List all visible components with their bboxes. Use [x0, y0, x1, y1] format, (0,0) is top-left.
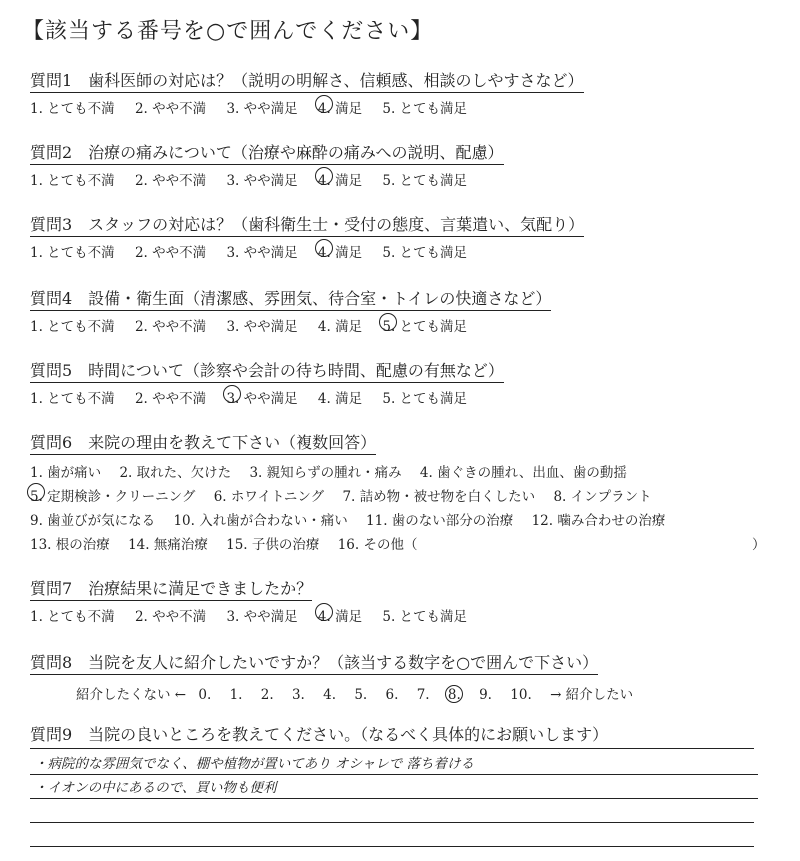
question-6-options — [30, 461, 766, 557]
q6-option-15[interactable]: 15. 子供の治療 — [226, 537, 320, 553]
q6-option-9[interactable]: 9. 歯並びが気になる — [30, 513, 156, 529]
answer-line-top — [30, 748, 754, 749]
q8-option-1[interactable]: 1. — [229, 687, 243, 703]
q6-row-2 — [30, 485, 679, 509]
q4-option-1[interactable]: 1. とても不満 — [30, 319, 115, 335]
q7-option-5[interactable]: 5. とても満足 — [382, 609, 468, 625]
q2-option-4-circled[interactable]: 4. 満足 — [318, 169, 362, 189]
q6-option-16-other[interactable]: 16. その他（ — [337, 537, 418, 553]
answer-line-1[interactable]: ・病院的な雰囲気でなく、棚や植物が置いてあり オシャレで 落ち着ける — [30, 754, 758, 775]
question-5 — [30, 358, 504, 407]
q6-option-11[interactable]: 11. 歯のない部分の治療 — [366, 513, 514, 529]
q4-option-4[interactable]: 4. 満足 — [317, 319, 363, 335]
question-7-options — [30, 605, 483, 625]
q6-option-4[interactable]: 4. 歯ぐきの腫れ、出血、歯の動揺 — [419, 465, 627, 481]
q4-option-5-circled[interactable]: 5. とても満足 — [382, 315, 467, 335]
q6-option-7[interactable]: 7. 詰め物・被せ物を白くしたい — [342, 489, 536, 505]
question-8 — [30, 650, 641, 703]
q7-option-4-circled[interactable]: 4. 満足 — [318, 605, 362, 625]
q4-option-2[interactable]: 2. やや不満 — [134, 319, 207, 335]
q5-option-4[interactable]: 4. 満足 — [317, 391, 363, 407]
q5-option-3-circled[interactable]: 3. やや満足 — [226, 387, 297, 407]
q3-option-4-circled[interactable]: 4. 満足 — [318, 241, 362, 261]
q6-option-3[interactable]: 3. 親知らずの腫れ・痛み — [249, 465, 402, 481]
question-7-heading: 質問7 治療結果に満足できましたか？ — [30, 576, 312, 601]
q7-option-3[interactable]: 3. やや満足 — [226, 609, 298, 625]
q3-option-3[interactable]: 3. やや満足 — [226, 245, 298, 261]
q1-option-1[interactable]: 1. とても不満 — [30, 101, 115, 117]
q6-option-10[interactable]: 10. 入れ歯が合わない・痛い — [173, 513, 348, 529]
question-6 — [30, 430, 766, 557]
q6-option-1[interactable]: 1. 歯が痛い — [30, 465, 102, 481]
q8-option-8-circled[interactable]: 8. — [447, 687, 461, 703]
q2-option-3[interactable]: 3. やや満足 — [226, 173, 298, 189]
q8-option-4[interactable]: 4. — [323, 687, 337, 703]
question-6-heading: 質問6 来院の理由を教えて下さい（複数回答） — [30, 430, 376, 455]
q5-option-5[interactable]: 5. とても満足 — [382, 391, 468, 407]
question-7 — [30, 576, 483, 625]
q8-option-2[interactable]: 2. — [260, 687, 274, 703]
question-9 — [30, 722, 608, 745]
q8-right-label: → 紹介したい — [550, 687, 634, 703]
answer-line-4[interactable] — [30, 846, 754, 847]
question-4-options — [30, 315, 551, 335]
q6-option-12[interactable]: 12. 噛み合わせの治療 — [531, 513, 666, 529]
q8-option-0[interactable]: 0. — [198, 687, 212, 703]
q8-option-9[interactable]: 9. — [479, 687, 492, 703]
q8-option-5[interactable]: 5. — [354, 687, 368, 703]
question-8-heading: 質問8 当院を友人に紹介したいですか？（該当する数字を○で囲んで下さい） — [30, 650, 598, 675]
question-1-options — [30, 97, 584, 117]
answer-line-2[interactable]: ・イオンの中にあるので、買い物も便利 — [30, 778, 758, 799]
question-3 — [30, 212, 584, 261]
q8-left-label: 紹介したくない ← — [76, 687, 187, 703]
question-4-heading: 質問4 設備・衛生面（清潔感、雰囲気、待合室・トイレの快適さなど） — [30, 286, 551, 311]
question-4 — [30, 286, 551, 335]
question-5-options — [30, 387, 504, 407]
q7-option-2[interactable]: 2. やや不満 — [134, 609, 207, 625]
question-3-heading: 質問3 スタッフの対応は？（歯科衛生士・受付の態度、言葉遣い、気配り） — [30, 212, 584, 237]
q2-option-5[interactable]: 5. とても満足 — [382, 173, 468, 189]
answer-line-3[interactable] — [30, 822, 754, 823]
q6-other-close-paren: ） — [752, 537, 766, 553]
question-9-heading: 質問9 当院の良いところを教えてください。（なるべく具体的にお願いします） — [30, 725, 609, 744]
q3-option-2[interactable]: 2. やや不満 — [134, 245, 207, 261]
q1-option-2[interactable]: 2. やや不満 — [134, 101, 207, 117]
q6-row-4 — [30, 533, 766, 557]
q6-option-6[interactable]: 6. ホワイトニング — [213, 489, 325, 505]
question-2-heading: 質問2 治療の痛みについて（治療や麻酔の痛みへの説明、配慮） — [30, 140, 504, 165]
q6-row-3 — [30, 509, 679, 533]
q2-option-2[interactable]: 2. やや不満 — [134, 173, 207, 189]
q8-scale — [76, 683, 641, 703]
question-1-heading: 質問1 歯科医師の対応は？（説明の明解さ、信頼感、相談のしやすさなど） — [30, 68, 584, 93]
form-title: 【該当する番号を○で囲んでください】 — [22, 19, 434, 44]
q1-option-3[interactable]: 3. やや満足 — [226, 101, 298, 117]
q2-option-1[interactable]: 1. とても不満 — [30, 173, 115, 189]
question-2 — [30, 140, 504, 189]
q1-option-5[interactable]: 5. とても満足 — [382, 101, 468, 117]
q1-option-4-circled[interactable]: 4. 満足 — [318, 97, 362, 117]
q6-option-2[interactable]: 2. 取れた、欠けた — [119, 465, 232, 481]
q8-option-7[interactable]: 7. — [416, 687, 430, 703]
q6-option-5-circled[interactable]: 5. 定期検診・クリーニング — [30, 485, 195, 509]
q6-row-1 — [30, 461, 679, 485]
q5-option-2[interactable]: 2. やや不満 — [134, 391, 207, 407]
q8-option-10[interactable]: 10. — [510, 687, 532, 703]
q7-option-1[interactable]: 1. とても不満 — [30, 609, 115, 625]
q8-option-6[interactable]: 6. — [385, 687, 399, 703]
q8-option-3[interactable]: 3. — [291, 687, 305, 703]
q3-option-5[interactable]: 5. とても満足 — [382, 245, 468, 261]
q4-option-3[interactable]: 3. やや満足 — [226, 319, 298, 335]
question-3-options — [30, 241, 584, 261]
q6-option-8[interactable]: 8. インプラント — [553, 489, 652, 505]
q6-option-14[interactable]: 14. 無痛治療 — [128, 537, 208, 553]
q3-option-1[interactable]: 1. とても不満 — [30, 245, 115, 261]
question-1 — [30, 68, 584, 117]
question-2-options — [30, 169, 504, 189]
q5-option-1[interactable]: 1. とても不満 — [30, 391, 115, 407]
question-5-heading: 質問5 時間について（診察や会計の待ち時間、配慮の有無など） — [30, 358, 504, 383]
q6-option-13[interactable]: 13. 根の治療 — [30, 537, 110, 553]
